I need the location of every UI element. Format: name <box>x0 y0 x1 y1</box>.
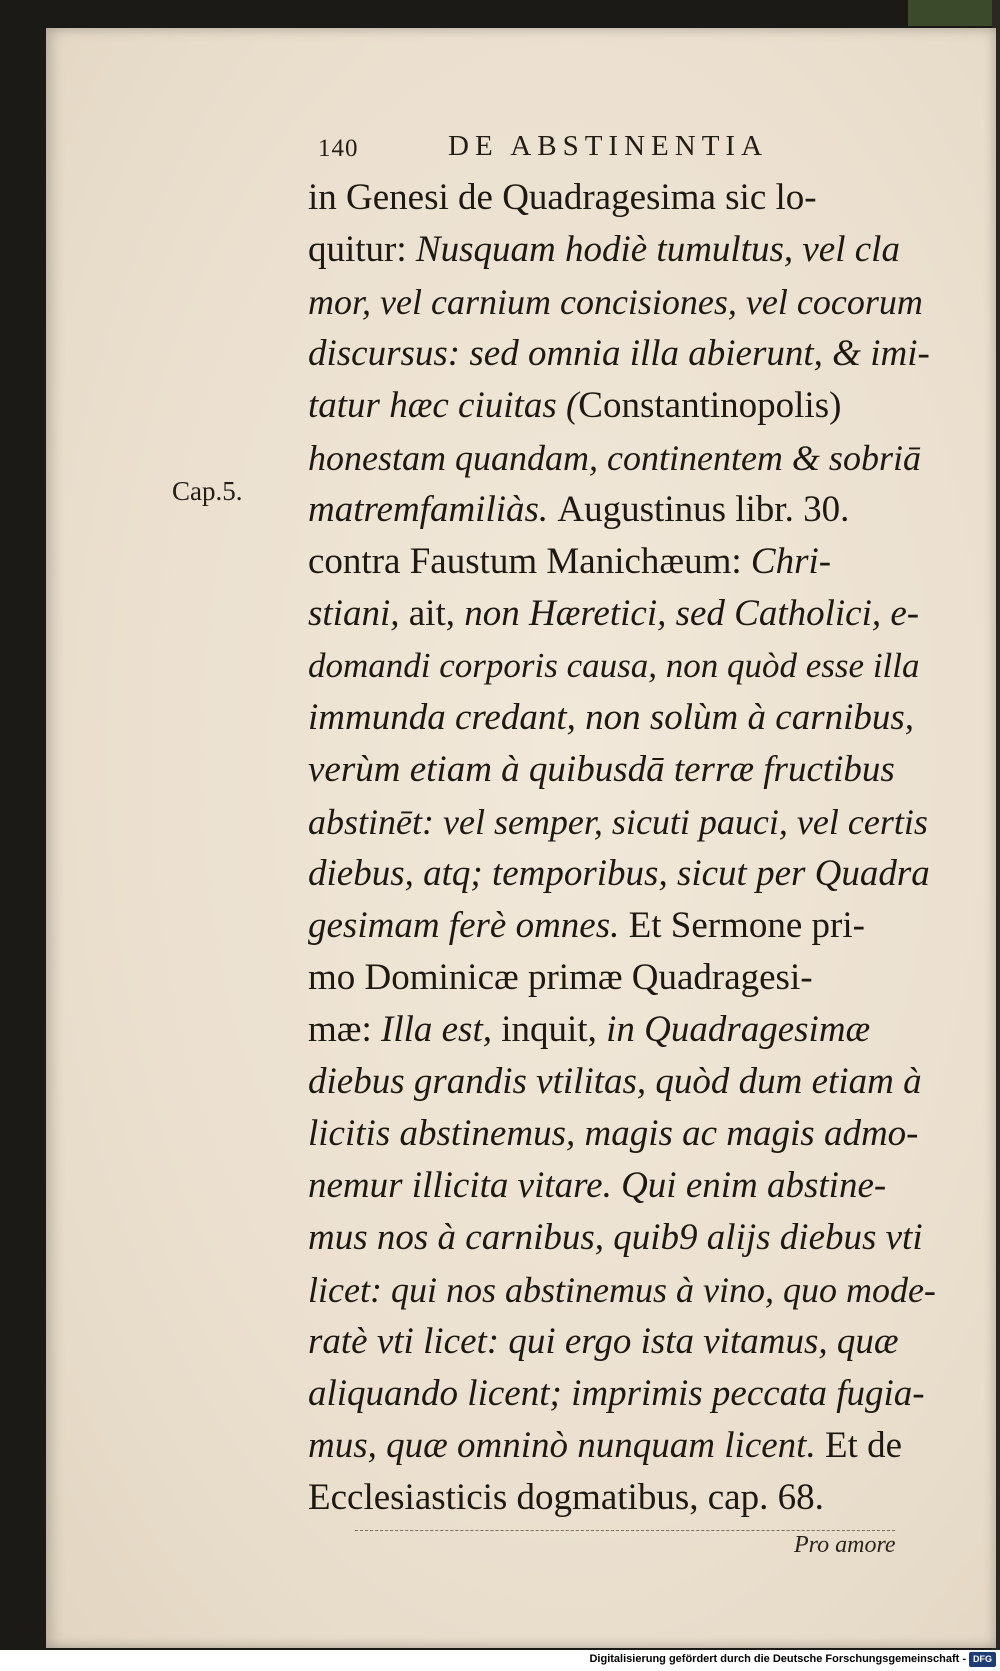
text-line <box>308 172 936 224</box>
text-line <box>308 224 936 276</box>
roman-text-segment: quitur: <box>308 229 416 270</box>
italic-text-segment: domandi corporis causa, non quòd esse illa <box>308 646 920 685</box>
text-line <box>308 1420 936 1472</box>
text-line <box>308 796 936 848</box>
text-line <box>308 640 936 692</box>
body-text <box>308 172 936 1524</box>
text-line <box>308 1472 936 1524</box>
text-line <box>308 1056 936 1108</box>
text-line <box>308 380 936 432</box>
italic-text-segment: licitis abstinemus, magis ac magis admo- <box>308 1113 919 1154</box>
text-line <box>308 848 936 900</box>
italic-text-segment: gesimam ferè omnes. <box>308 905 629 946</box>
italic-text-segment: aliquando licent; imprimis peccata fugia- <box>308 1373 925 1414</box>
margin-note: Cap.5. <box>172 476 243 506</box>
roman-text-segment: Augustinus libr. 30. <box>557 489 850 530</box>
text-line <box>308 1212 936 1264</box>
text-line <box>308 328 936 380</box>
italic-text-segment: tatur hæc ciuitas ( <box>308 385 579 426</box>
catchword: Pro amore <box>794 1532 896 1558</box>
italic-text-segment: immunda credant, non solùm à carnibus, <box>308 697 915 738</box>
roman-text-segment: mæ: <box>308 1009 381 1050</box>
italic-text-segment: abstinēt: vel semper, sicuti pauci, vel certis <box>308 802 928 842</box>
italic-text-segment: verùm etiam à quibusdā terræ fructibus <box>308 749 895 790</box>
italic-text-segment: Nusquam hodiè tumultus, vel cla <box>415 229 900 270</box>
roman-text-segment: Constantinopolis) <box>578 385 842 426</box>
italic-text-segment: diebus, atq; temporibus, sicut per Quadra <box>308 853 930 894</box>
italic-text-segment: nemur illicita vitare. Qui enim abstine- <box>308 1165 887 1206</box>
text-line <box>308 484 936 536</box>
text-line <box>308 900 936 952</box>
digitization-credit: Digitalisierung gefördert durch die Deutsche Forschungsgemeinschaft - <box>589 1653 966 1665</box>
text-line <box>308 1108 936 1160</box>
text-line <box>308 276 936 328</box>
italic-text-segment: honestam quandam, continentem & sobriā <box>308 438 921 478</box>
text-line <box>308 588 936 640</box>
italic-text-segment: ratè vti licet: qui ergo ista vitamus, quæ <box>308 1321 899 1362</box>
dfg-logo-icon <box>969 1652 996 1667</box>
roman-text-segment: Ecclesiasticis dogmatibus, cap. 68. <box>308 1477 824 1518</box>
roman-text-segment: in Genesi de Quadragesima sic lo- <box>308 177 817 218</box>
italic-text-segment: non Hæretici, sed Catholici, e- <box>464 593 920 634</box>
dfg-logo-label: DFG <box>973 1654 992 1664</box>
text-line <box>308 1264 936 1316</box>
page-number: 140 <box>318 135 359 162</box>
text-line <box>308 744 936 796</box>
italic-text-segment: Chri- <box>750 541 832 582</box>
italic-text-segment: mor, vel carnium concisiones, vel cocorum <box>308 282 923 322</box>
italic-text-segment: discursus: sed omnia illa abierunt, & imi- <box>308 333 930 374</box>
roman-text-segment: ait, <box>408 593 465 634</box>
adjacent-page-edge <box>908 0 1000 26</box>
text-line <box>308 1368 936 1420</box>
roman-text-segment: inquit, <box>501 1009 607 1050</box>
italic-text-segment: in Quadragesimæ <box>606 1009 871 1050</box>
text-line <box>308 952 936 1004</box>
italic-text-segment: licet: qui nos abstinemus à vino, quo mode- <box>308 1270 936 1310</box>
roman-text-segment: contra Faustum Manichæum: <box>308 541 751 582</box>
italic-text-segment: diebus grandis vtilitas, quòd dum etiam à <box>308 1061 922 1102</box>
roman-text-segment: mo Dominicæ primæ Quadragesi- <box>308 957 813 998</box>
page-rule <box>355 1530 895 1531</box>
digitization-footer <box>0 1650 1000 1671</box>
italic-text-segment: stiani, <box>308 593 409 634</box>
text-line <box>308 1160 936 1212</box>
italic-text-segment: Illa est, <box>381 1009 502 1050</box>
text-line <box>308 536 936 588</box>
text-line <box>308 1004 936 1056</box>
text-line <box>308 432 936 484</box>
running-head <box>0 130 1000 170</box>
italic-text-segment: mus, quæ omninò nunquam licent. <box>308 1425 825 1466</box>
roman-text-segment: Et Sermone pri- <box>628 905 865 946</box>
italic-text-segment: matremfamiliàs. <box>308 489 558 530</box>
text-line <box>308 1316 936 1368</box>
running-title: DE ABSTINENTIA <box>448 130 769 162</box>
roman-text-segment: Et de <box>824 1425 903 1466</box>
italic-text-segment: mus nos à carnibus, quib9 alijs diebus vti <box>308 1217 923 1258</box>
text-line <box>308 692 936 744</box>
